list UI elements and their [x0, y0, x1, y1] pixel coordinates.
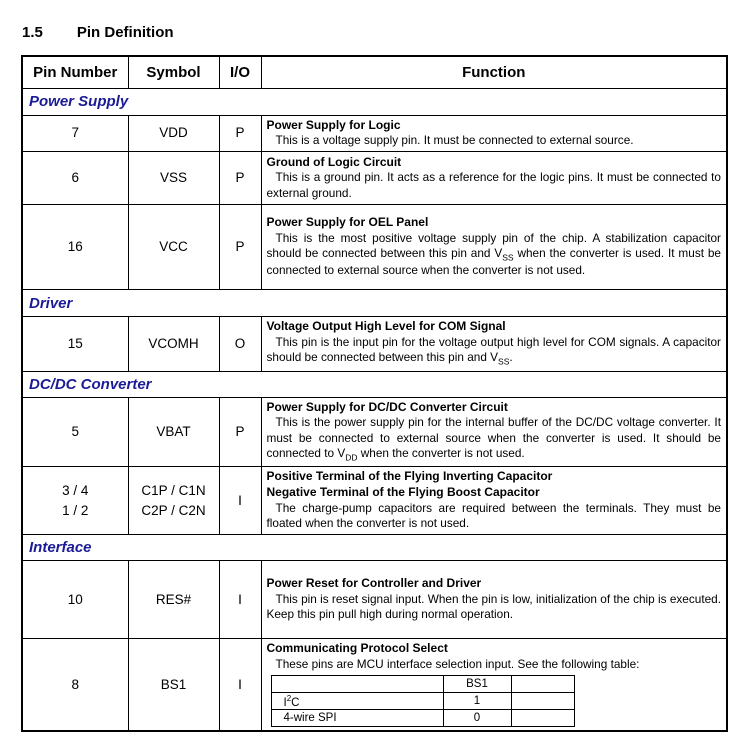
inner-header-blank — [271, 676, 443, 693]
column-header-function: Function — [261, 56, 727, 88]
pin-row-vdd — [22, 115, 727, 152]
function-body: This is a ground pin. It acts as a reference for the logic pins. It must be connected to external ground. — [266, 170, 721, 200]
inner-cell-spi-label: 4-wire SPI — [271, 710, 443, 727]
pin-line: 1 / 2 — [62, 502, 89, 518]
function-title: Ground of Logic Circuit — [266, 154, 402, 169]
cell-function — [261, 397, 727, 467]
section-label: Driver — [22, 290, 727, 317]
cell-io: P — [219, 152, 261, 205]
cell-io: I — [219, 561, 261, 639]
inner-cell-blank — [511, 710, 574, 727]
pin-row-vcc — [22, 205, 727, 290]
pin-row-vbat — [22, 397, 727, 467]
body-text: . — [509, 350, 513, 365]
cell-function — [261, 561, 727, 639]
section-row-dcdc-converter — [22, 371, 727, 397]
cell-pin-number: 8 — [22, 639, 128, 731]
cell-function — [261, 115, 727, 152]
body-text: when the converter is not used. — [357, 446, 525, 460]
function-title: Communicating Protocol Select — [266, 641, 448, 656]
cell-io: O — [219, 317, 261, 371]
symbol-line: C2P / C2N — [141, 502, 206, 518]
superscript-2: 2 — [286, 693, 292, 703]
inner-header-blank — [511, 676, 574, 693]
cell-io: P — [219, 115, 261, 152]
column-header-io: I/O — [219, 56, 261, 88]
column-header-symbol: Symbol — [128, 56, 219, 88]
cell-pin-number: 15 — [22, 317, 128, 371]
function-body — [267, 335, 722, 368]
pin-row-charge-pump-caps — [22, 467, 727, 535]
cell-function — [261, 205, 727, 290]
cell-pin-number: 6 — [22, 152, 128, 205]
pin-row-bs1 — [22, 639, 727, 731]
pin-line: 3 / 4 — [62, 482, 89, 498]
cell-symbol: VDD — [128, 115, 219, 152]
cell-symbol: RES# — [128, 561, 219, 639]
pin-row-vcomh — [22, 317, 727, 371]
section-number: 1.5 — [22, 24, 43, 41]
section-heading — [0, 0, 739, 41]
inner-cell-spi-value: 0 — [443, 710, 511, 727]
pin-definition-table — [21, 55, 728, 732]
cell-pin-number — [22, 467, 128, 535]
section-row-interface — [22, 535, 727, 561]
inner-cell-blank — [511, 693, 574, 710]
cell-pin-number: 16 — [22, 205, 128, 290]
function-title: Positive Terminal of the Flying Inverting Capacitor — [266, 469, 553, 484]
inner-header-row — [271, 676, 574, 693]
symbol-line: C1P / C1N — [141, 482, 206, 498]
function-body: These pins are MCU interface selection input. See the following table: — [275, 656, 640, 671]
i2c-text: C — [291, 696, 300, 709]
i2c-text: I — [283, 696, 287, 709]
table-header-row — [22, 56, 727, 88]
cell-symbol: VCC — [128, 205, 219, 290]
inner-cell-i2c-label — [271, 693, 443, 710]
cell-symbol — [128, 467, 219, 535]
section-row-power-supply — [22, 88, 727, 115]
function-title: Negative Terminal of the Flying Boost Capacitor — [266, 485, 540, 499]
inner-row-spi — [271, 710, 574, 727]
cell-symbol: VCOMH — [128, 317, 219, 371]
column-header-pin-number: Pin Number — [22, 56, 128, 88]
function-body — [267, 231, 722, 279]
cell-io: I — [219, 639, 261, 731]
subscript-ss: SS — [498, 356, 510, 367]
body-text: This pin is the input pin for the voltage output high level for COM signals. A capacitor should be connected between this pin and V — [266, 335, 721, 365]
pin-row-vss — [22, 152, 727, 205]
bs1-protocol-table — [271, 675, 575, 727]
function-title: Power Reset for Controller and Driver — [266, 576, 482, 591]
pin-row-res — [22, 561, 727, 639]
body-text: This is the power supply pin for the internal buffer of the DC/DC voltage converter. It must be connected to external source when the converter is used. It should be connected to V — [266, 415, 721, 460]
body-text: when the converter is used. It must be connected to external source when the converter is not used. — [266, 246, 721, 278]
cell-io: P — [219, 397, 261, 467]
subscript-ss: SS — [502, 252, 514, 263]
inner-header-bs1: BS1 — [443, 676, 511, 693]
cell-io: I — [219, 467, 261, 535]
section-row-driver — [22, 290, 727, 317]
page-title: Pin Definition — [76, 24, 174, 41]
cell-function — [261, 317, 727, 371]
cell-function — [261, 152, 727, 205]
cell-symbol: BS1 — [128, 639, 219, 731]
cell-function — [261, 639, 727, 731]
cell-pin-number: 10 — [22, 561, 128, 639]
cell-pin-number: 7 — [22, 115, 128, 152]
cell-function — [261, 467, 727, 535]
function-title: Power Supply for OEL Panel — [266, 215, 429, 230]
section-label: DC/DC Converter — [22, 371, 727, 397]
inner-row-i2c — [271, 693, 574, 710]
function-title: Power Supply for Logic — [266, 117, 401, 132]
function-body: This pin is reset signal input. When the pin is low, initialization of the chip is executed. Keep this pin pull high during normal operation. — [266, 591, 721, 622]
function-title: Voltage Output High Level for COM Signal — [266, 319, 506, 334]
subscript-dd: DD — [345, 452, 358, 463]
inner-cell-i2c-value: 1 — [443, 693, 511, 710]
function-body: The charge-pump capacitors are required between the terminals. They must be floated when the converter is not used. — [266, 500, 721, 530]
cell-symbol: VBAT — [128, 397, 219, 467]
cell-symbol: VSS — [128, 152, 219, 205]
cell-io: P — [219, 205, 261, 290]
section-label: Interface — [22, 535, 727, 561]
function-body: This is a voltage supply pin. It must be connected to external source. — [275, 133, 634, 148]
function-body — [267, 415, 722, 463]
section-label: Power Supply — [22, 88, 727, 115]
body-text: This is the most positive voltage supply pin of the chip. A stabilization capacitor should be connected between this pin and V — [266, 230, 721, 261]
cell-pin-number: 5 — [22, 397, 128, 467]
function-title: Power Supply for DC/DC Converter Circuit — [266, 399, 508, 414]
